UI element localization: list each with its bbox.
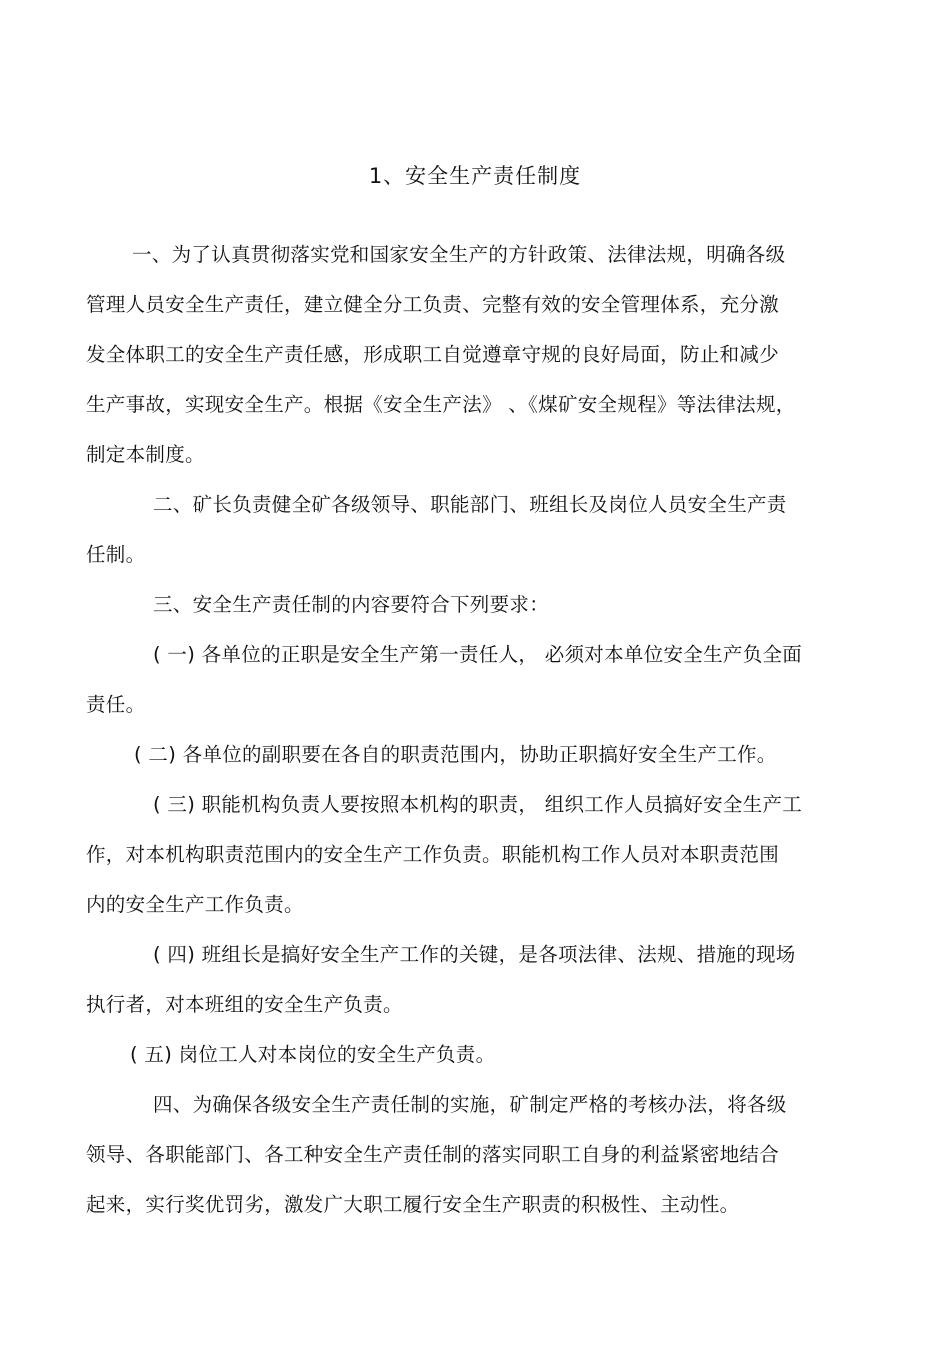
paragraph-1-line-3: 发全体职工的安全生产责任感，形成职工自觉遵章守规的良好局面，防止和减少 [86, 343, 780, 366]
paragraph-1-line-5: 制定本制度。 [86, 443, 205, 466]
paragraph-4-line-2: 领导、各职能部门、各工种安全生产责任制的落实同职工自身的利益紧密地结合 [86, 1143, 780, 1166]
paragraph-3-line-1: 三、安全生产责任制的内容要符合下列要求： [153, 593, 550, 616]
paragraph-2-line-2: 任制。 [86, 543, 146, 566]
paragraph-1-line-4: 生产事故，实现安全生产。根据《安全生产法》 、《煤矿安全规程》等法律法规， [86, 393, 796, 416]
item-3-line-1: ( 三) 职能机构负责人要按照本机构的职责， 组织工作人员搞好安全生产工 [153, 793, 803, 816]
paragraph-1-line-1: 一、为了认真贯彻落实党和国家安全生产的方针政策、法律法规，明确各级 [132, 243, 786, 266]
paragraph-1-line-2: 管理人员安全生产责任，建立健全分工负责、完整有效的安全管理体系，充分激 [86, 293, 780, 316]
item-3-line-2: 作，对本机构职责范围内的安全生产工作负责。职能机构工作人员对本职责范围 [86, 843, 780, 866]
item-4-line-1: ( 四) 班组长是搞好安全生产工作的关键，是各项法律、法规、措施的现场 [153, 943, 796, 966]
item-2-line-1: ( 二) 各单位的副职要在各自的职责范围内，协助正职搞好安全生产工作。 [134, 743, 777, 766]
document-title: 1、安全生产责任制度 [368, 164, 582, 188]
item-1-line-2: 责任。 [86, 693, 146, 716]
paragraph-2-line-1: 二、矿长负责健全矿各级领导、职能部门、班组长及岗位人员安全生产责 [153, 493, 787, 516]
paragraph-4-line-3: 起来，实行奖优罚劣，激发广大职工履行安全生产职责的积极性、主动性。 [86, 1193, 740, 1216]
paragraph-4-line-1: 四、为确保各级安全生产责任制的实施，矿制定严格的考核办法，将各级 [153, 1093, 787, 1116]
item-1-line-1: ( 一) 各单位的正职是安全生产第一责任人， 必须对本单位安全生产负全面 [153, 643, 803, 666]
item-3-line-3: 内的安全生产工作负责。 [86, 893, 304, 916]
item-4-line-2: 执行者，对本班组的安全生产负责。 [86, 993, 403, 1016]
item-5-line-1: ( 五) 岗位工人对本岗位的安全生产负责。 [130, 1043, 496, 1066]
